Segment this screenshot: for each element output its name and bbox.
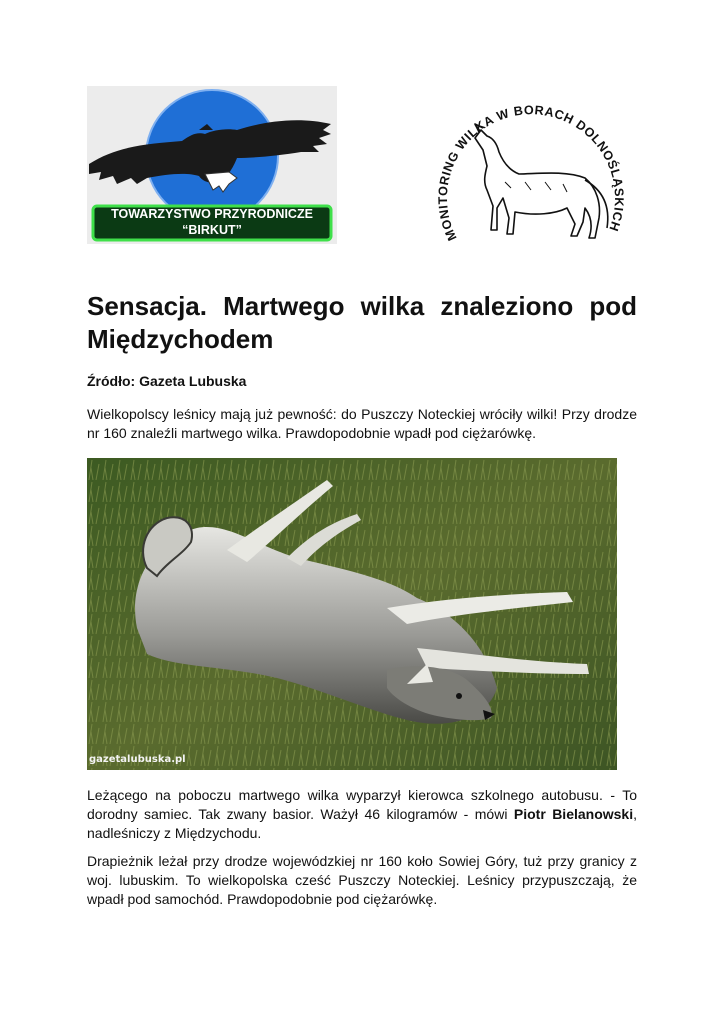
birkut-logo-line2: “BIRKUT” [182,223,242,237]
person-name: Piotr Bielanowski [513,806,634,822]
monitoring-logo [435,78,625,258]
monitoring-logo-text: MONITORING WILKA W BORACH DOLNOŚLĄSKICH [435,103,625,243]
article-paragraph-3: Drapieżnik leżał przy drodze wojewódzkiej nr 160 koło Sowiej Góry, tuż przy granicy z woj. lubuskim. To wielkopolska cześć Puszczy Noteckiej. Leśnicy przypuszczają, że wpadł pod samochód. Prawdopodobnie pod ciężarówkę. [87,853,637,907]
article-source: Źródło: Gazeta Lubuska [87,373,247,389]
article-intro: Wielkopolscy leśnicy mają już pewność: do Puszczy Noteckiej wróciły wilki! Przy drodze nr 160 znaleźli martwego wilka. Prawdopodobnie wpadł pod ciężarówkę. [87,406,637,441]
howling-wolf-icon [475,124,608,238]
article-title: Sensacja. Martwego wilka znaleziono pod Międzychodem [87,291,637,354]
photo-watermark: gazetalubuska.pl [89,754,186,765]
article-paragraph-2 [87,786,637,843]
paragraph-2-text-after: , nadleśniczy z Międzychodu. [87,806,638,841]
birkut-logo [87,86,337,244]
birkut-logo-line1: TOWARZYSTWO PRZYRODNICZE [111,207,313,221]
dead-wolf-photo [87,458,617,770]
paragraph-2-text-before: Leżącego na poboczu martwego wilka wyparzył kierowca szkolnego autobusu. - To dorodny samiec. Tak zwany basior. Ważył 46 kilogramów - mówi [87,787,637,822]
